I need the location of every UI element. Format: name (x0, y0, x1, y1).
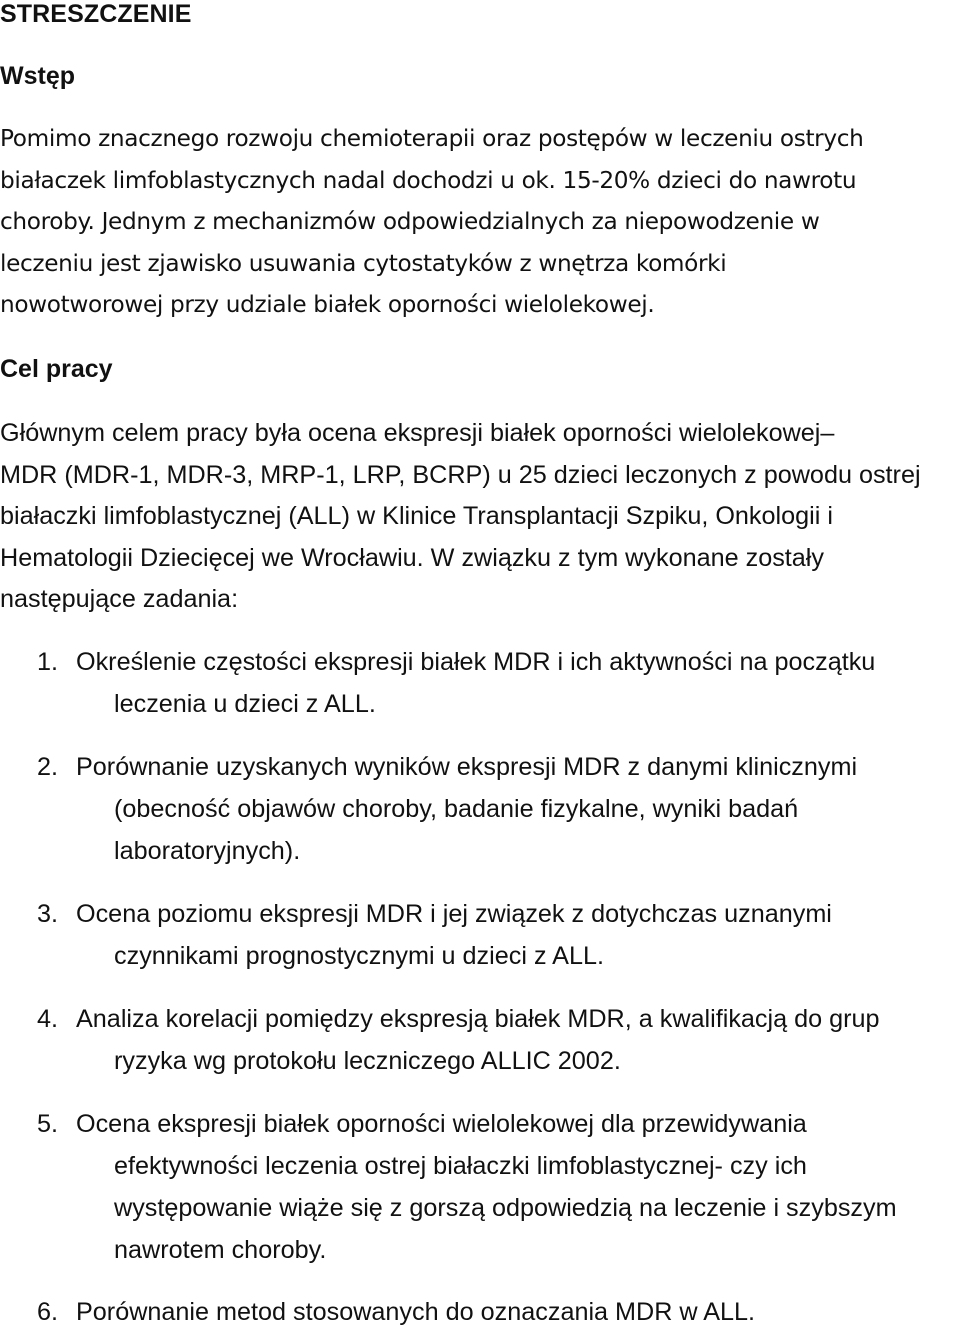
task-text (76, 641, 875, 725)
intro-paragraph (0, 118, 864, 326)
task-text (76, 893, 832, 977)
section-title-intro: Wstęp (0, 62, 75, 90)
task-line: nawrotem choroby. (114, 1236, 327, 1264)
task-line: Określenie częstości ekspresji białek MDR i ich aktywności na początku (76, 648, 876, 676)
aim-line: MDR (MDR-1, MDR-3, MRP-1, LRP, BCRP) u 25 dzieci leczonych z powodu ostrej (0, 460, 921, 489)
aim-line: białaczki limfoblastycznej (ALL) w Klinice Transplantacji Szpiku, Onkologii i (0, 502, 833, 530)
task-text (76, 998, 880, 1082)
task-line: występowanie wiąże się z gorszą odpowiedzią na leczenie i szybszym (114, 1194, 897, 1222)
aim-line: Głównym celem pracy była ocena ekspresji białek oporności wielolekowej– (0, 419, 835, 447)
task-line: laboratoryjnych). (114, 837, 301, 865)
intro-line: białaczek limfoblastycznych nadal dochodzi u ok. 15-20% dzieci do nawrotu (0, 166, 857, 194)
intro-line: leczeniu jest zjawisko usuwania cytostatyków z wnętrza komórki (0, 249, 727, 277)
intro-line: Pomimo znacznego rozwoju chemioterapii oraz postępów w leczeniu ostrych (0, 125, 864, 152)
task-number: 5. (37, 1110, 59, 1138)
task-number: 1. (37, 648, 59, 676)
task-number: 3. (37, 900, 59, 928)
task-text (76, 1103, 897, 1271)
task-text (76, 746, 857, 872)
aim-paragraph (0, 413, 921, 621)
task-line: efektywności leczenia ostrej białaczki limfoblastycznej- czy ich (114, 1152, 807, 1180)
task-number: 6. (37, 1298, 59, 1326)
task-line: ryzyka wg protokołu leczniczego ALLIC 2002. (114, 1047, 621, 1075)
section-title-aim: Cel pracy (0, 355, 113, 383)
task-line: leczenia u dzieci z ALL. (114, 690, 376, 718)
task-line: Ocena ekspresji białek oporności wielolekowej dla przewidywania (76, 1110, 807, 1138)
intro-line: choroby. Jednym z mechanizmów odpowiedzialnych za niepowodzenie w (0, 208, 820, 235)
task-line: Porównanie uzyskanych wyników ekspresji MDR z danymi klinicznymi (76, 753, 858, 781)
intro-line: nowotworowej przy udziale białek oporności wielolekowej. (0, 291, 655, 318)
task-line: czynnikami prognostycznymi u dzieci z ALL. (114, 942, 604, 970)
task-line: (obecność objawów choroby, badanie fizykalne, wyniki badań (114, 795, 799, 823)
task-text (76, 1291, 755, 1333)
task-number: 4. (37, 1005, 59, 1033)
aim-line: Hematologii Dziecięcej we Wrocławiu. W związku z tym wykonane zostały (0, 543, 824, 572)
task-line: Analiza korelacji pomiędzy ekspresją białek MDR, a kwalifikacją do grup (76, 1005, 880, 1033)
task-line: Porównanie metod stosowanych do oznaczania MDR w ALL. (76, 1298, 756, 1326)
task-number: 2. (37, 753, 59, 781)
aim-line: następujące zadania: (0, 585, 239, 613)
page-heading: STRESZCZENIE (0, 0, 192, 28)
task-line: Ocena poziomu ekspresji MDR i jej związek z dotychczas uznanymi (76, 900, 832, 928)
